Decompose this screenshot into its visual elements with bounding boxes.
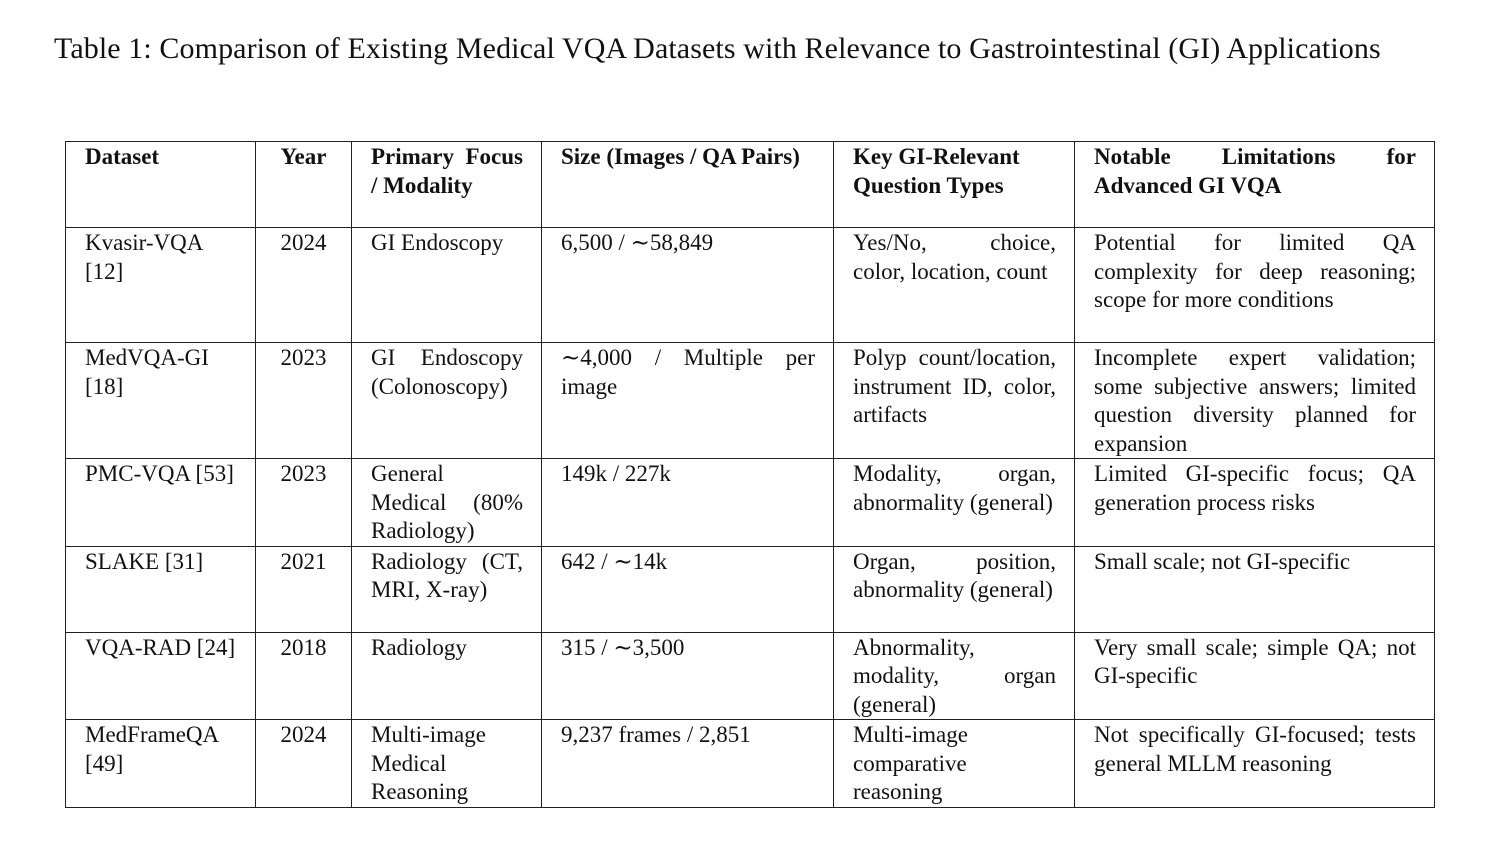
cell-question-types: Organ, position, abnormality (general) [834,546,1075,632]
table-row [66,459,1435,547]
cell-focus: General Medical (80% Radiology) [352,459,542,547]
cell-limitations: Very small scale; simple QA; not GI-specific [1075,632,1435,720]
cell-year: 2021 [256,546,352,632]
cell-question-types: Abnormality, modality, organ (general) [834,632,1075,720]
cell-size: ∼4,000 / Multiple per image [542,343,834,459]
table-row [66,228,1435,343]
cell-dataset: MedVQA-GI [18] [66,343,256,459]
cell-focus: Radiology (CT, MRI, X-ray) [352,546,542,632]
cell-question-types: Yes/No, choice, color, location, count [834,228,1075,343]
table-row [66,546,1435,632]
cell-focus: GI Endoscopy (Colonoscopy) [352,343,542,459]
header-limitations: Notable Limitations for Advanced GI VQA [1075,142,1435,228]
cell-year: 2024 [256,720,352,808]
cell-question-types: Polyp count/location, instrument ID, color, artifacts [834,343,1075,459]
cell-focus: Multi-image Medical Reasoning [352,720,542,808]
cell-dataset: MedFrameQA [49] [66,720,256,808]
cell-size: 9,237 frames / 2,851 [542,720,834,808]
cell-limitations: Not specifically GI-focused; tests general MLLM reasoning [1075,720,1435,808]
cell-focus: Radiology [352,632,542,720]
header-question-types: Key GI-Relevant Question Types [834,142,1075,228]
table-caption: Table 1: Comparison of Existing Medical VQA Datasets with Relevance to Gastrointestinal (GI) Applications [54,32,1381,65]
cell-size: 315 / ∼3,500 [542,632,834,720]
table-row [66,720,1435,808]
header-dataset: Dataset [66,142,256,228]
cell-size: 149k / 227k [542,459,834,547]
cell-limitations: Incomplete expert validation; some subjective answers; limited question diversity planned for expansion [1075,343,1435,459]
cell-limitations: Limited GI-specific focus; QA generation process risks [1075,459,1435,547]
comparison-table-container [65,141,1435,808]
header-size: Size (Images / QA Pairs) [542,142,834,228]
table-row [66,343,1435,459]
cell-size: 6,500 / ∼58,849 [542,228,834,343]
cell-dataset: SLAKE [31] [66,546,256,632]
cell-question-types: Multi-image comparative reasoning [834,720,1075,808]
cell-limitations: Potential for limited QA complexity for deep reasoning; scope for more conditions [1075,228,1435,343]
cell-year: 2023 [256,459,352,547]
header-year: Year [256,142,352,228]
header-focus: Primary Focus / Modality [352,142,542,228]
table-row [66,632,1435,720]
cell-year: 2023 [256,343,352,459]
cell-limitations: Small scale; not GI-specific [1075,546,1435,632]
cell-dataset: PMC-VQA [53] [66,459,256,547]
cell-year: 2018 [256,632,352,720]
cell-size: 642 / ∼14k [542,546,834,632]
cell-dataset: VQA-RAD [24] [66,632,256,720]
cell-dataset: Kvasir-VQA [12] [66,228,256,343]
comparison-table [65,141,1435,808]
table-header-row [66,142,1435,228]
cell-question-types: Modality, organ, abnormality (general) [834,459,1075,547]
cell-year: 2024 [256,228,352,343]
cell-focus: GI Endoscopy [352,228,542,343]
